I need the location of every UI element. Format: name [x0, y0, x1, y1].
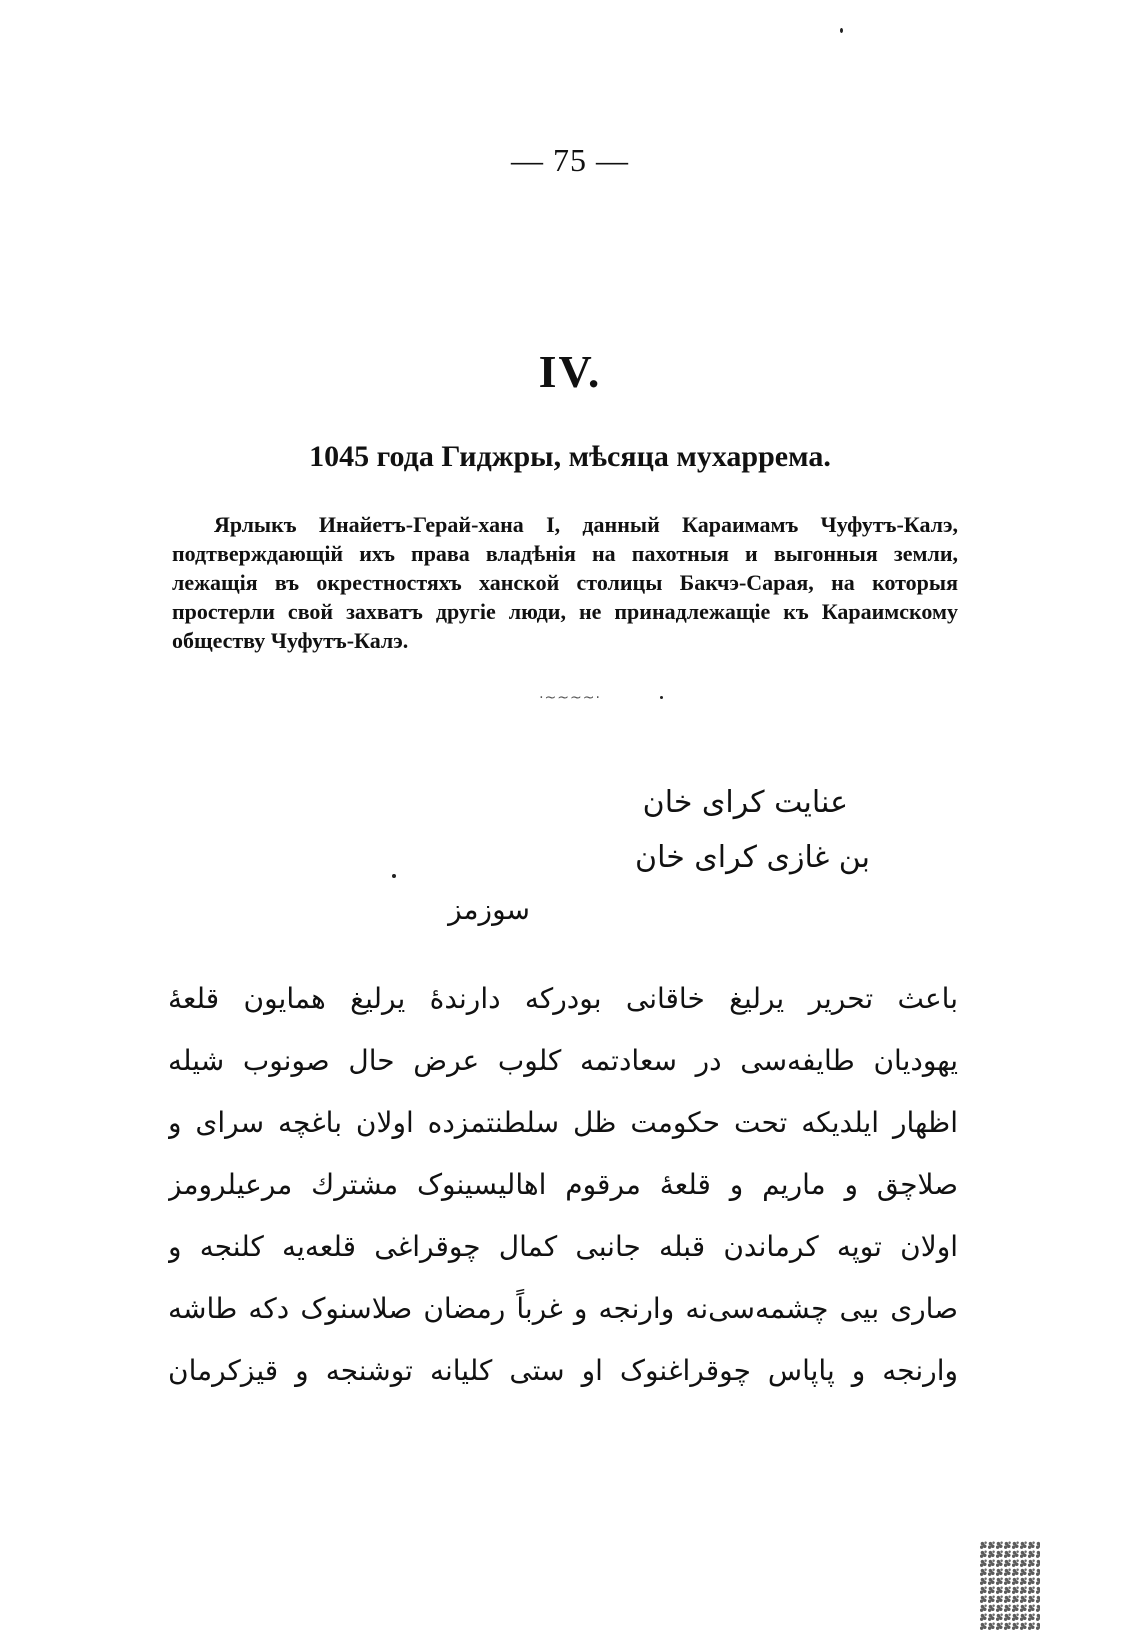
yarlyk-body-text [168, 968, 958, 1402]
ink-speck [840, 28, 843, 33]
ornament-divider: ·~~~~· [539, 690, 601, 706]
tughra-line-1: عنايت کرای خان [642, 785, 848, 820]
ink-speck [660, 696, 663, 699]
ink-speck [392, 874, 396, 878]
body-line: اولان توپه کرماندن قبله جانبی کمال چوقراغی قلعه‌یه کلنجه و [168, 1230, 958, 1263]
body-line: وارنجه و پاپاس چوقراغنوک او ستی کلیانه توشنجه و قیزکرمان [168, 1354, 958, 1387]
body-line: باعث تحریر یرلیغ خاقانی بودرکه دارندهٔ یرلیغ همایون قلعهٔ [168, 982, 958, 1015]
document-summary: Ярлыкъ Инайетъ-Герай-хана I, данный Караимамъ Чуфутъ-Калэ, подтверждающій ихъ права владѣнія на пахотныя и выгонныя земли, лежащія въ окрестностяхъ ханской столицы Бакчэ-Сарая, на которыя простерли свой захватъ другіе люди, не принадлежащіе къ Караимскому обществу Чуфутъ-Калэ. [172, 512, 958, 653]
date-heading: 1045 года Гиджры, мѣсяца мухаррема. [309, 440, 831, 473]
body-line: یهودیان طایفه‌سی در سعادتمه کلوب عرض حال صونوب شیله [168, 1044, 958, 1077]
page-number: — 75 — [511, 142, 629, 178]
tughra-line-2: بن غازی کرای خان [635, 840, 870, 875]
section-numeral: IV. [538, 346, 602, 397]
body-line: صلاچق و ماریم و قلعهٔ مرقوم اهالیسینوک مشترك مرعیلرومز [168, 1168, 958, 1201]
body-line: صاری بیی چشمه‌سی‌نه وارنجه و غرباً رمضان صلاسنوک دکه طاشه [168, 1292, 958, 1325]
ink-smudge [980, 1540, 1040, 1630]
body-line: اظهار ایلدیکه تحت حکومت ظل سلطنتمزده اولان باغچه سرای و [168, 1106, 958, 1139]
sozumuz-heading: سوزمز [448, 893, 530, 926]
